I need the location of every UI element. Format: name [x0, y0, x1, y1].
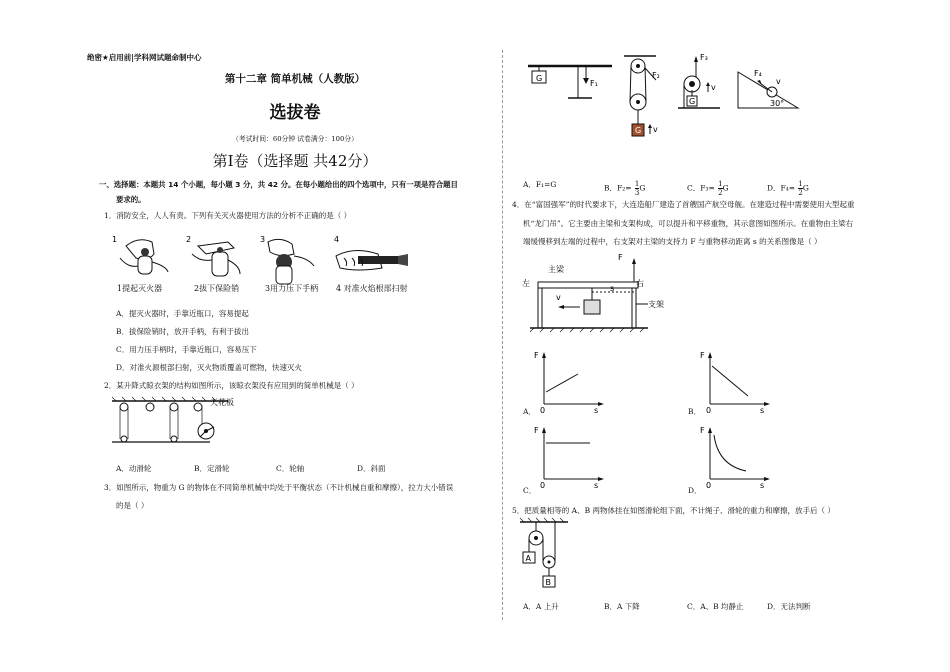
q2-option-d: D．斜面 — [357, 464, 386, 473]
step-number-1: 1 — [112, 235, 118, 244]
instructions-line1: 一、选择题：本题共 14 个小题，每小题 3 分，共 42 分。在每小题给出的四个选项中，只有一项是符合题目 — [99, 180, 458, 189]
q1-stem: 1．消防安全，人人有责。下列有关灭火器使用方法的分析不正确的是（ ） — [104, 211, 352, 220]
graph-c-origin-label: 0 — [540, 481, 546, 490]
pulley-v-label: v — [653, 125, 658, 134]
q2-figure — [110, 397, 240, 449]
q4-graph-c — [520, 425, 610, 493]
chapter-title: 第十二章 简单机械（人教版） — [224, 73, 366, 85]
q1-caption-3: 3用力压下手柄 — [265, 284, 319, 293]
q3-stem-line1: 3．如图所示，物重为 G 的物体在不同简单机械中均处于平衡状态（不计机械自重和摩擦），拉力大小错误 — [104, 483, 454, 492]
q3-option-d: D．F₄= $\frac{1}{2}$ G — [767, 180, 809, 197]
exam-info: （考试时间：60分钟 试卷满分：100分） — [232, 135, 358, 143]
q3-figure — [520, 52, 820, 142]
graph-a-origin-label: 0 — [540, 406, 546, 415]
graph-b-s-label: s — [760, 406, 765, 415]
block-b-label: B — [545, 578, 551, 587]
incline-f4-label: F₄ — [754, 69, 762, 78]
q4-option-c: C． — [523, 486, 537, 495]
incline-angle-label: 30° — [770, 99, 785, 108]
pulley-block-figure — [624, 56, 660, 136]
q1-option-a: A．提灭火器时，手靠近瓶口，容易提起 — [116, 309, 249, 318]
pulley-f2-label: F₂ — [652, 71, 660, 80]
graph-a-s-label: s — [594, 406, 599, 415]
step-number-3: 3 — [260, 235, 266, 244]
graph-c-f-label: F — [534, 426, 539, 435]
q3-option-a: A．F₁=G — [523, 180, 557, 189]
block-a-label: A — [525, 554, 531, 563]
left-label: 左 — [522, 279, 530, 288]
section-title: 第Ⅰ卷（选择题 共42分） — [212, 152, 378, 170]
instructions-line2: 要求的。 — [116, 195, 146, 204]
force-f-label: F — [618, 253, 623, 262]
graph-b-f-label: F — [700, 351, 705, 360]
pulley-g-label: G — [635, 126, 642, 135]
graph-b-origin-label: 0 — [706, 406, 712, 415]
graph-a-f-label: F — [534, 351, 539, 360]
graph-c-constant — [520, 425, 610, 493]
paper-title: 选拔卷 — [269, 103, 321, 123]
column-divider — [502, 50, 503, 620]
incline-v-label: v — [776, 77, 781, 86]
step4-drawing — [336, 250, 408, 270]
q4-stem-line3: 端缓慢移到左端的过程中，右支架对主梁的支持力 F 与重物移动距离 s 的关系图像是（ ） — [523, 237, 822, 246]
graph-d-origin-label: 0 — [706, 481, 712, 490]
confidential-note: 绝密★启用前|学科网试题命制中心 — [87, 53, 202, 62]
q4-option-d: D． — [688, 486, 702, 495]
q4-option-b: B． — [688, 407, 702, 416]
q5-option-a: A．A 上升 — [523, 602, 559, 611]
q1-caption-4: 4 对准火焰根部扫射 — [336, 284, 408, 293]
gantry-crane-diagram — [520, 252, 680, 332]
q4-crane-figure — [520, 252, 680, 332]
simple-machines-diagram — [520, 52, 820, 142]
clothes-rack-diagram — [110, 397, 240, 449]
step2-drawing — [192, 242, 240, 276]
step1-drawing — [120, 240, 168, 274]
step3-drawing — [268, 239, 314, 284]
pulley-f3-label: F₃ — [700, 53, 708, 62]
velocity-v-label: v — [556, 293, 561, 302]
pulley2-v-label: v — [711, 83, 716, 92]
q4-stem-line2: 机“龙门吊”。它主要由主梁和支架构成，可以提升和平移重物，其示意图如图所示。在重物由主梁右 — [523, 219, 854, 228]
step-number-2: 2 — [186, 235, 192, 244]
graph-d-f-label: F — [700, 426, 705, 435]
graph-d-inverse — [686, 425, 776, 493]
q2-option-c: C．轮轴 — [276, 464, 305, 473]
q1-option-d: D．对准火源根部扫射，灭火物质覆盖可燃物，快速灭火 — [116, 363, 303, 372]
q1-caption-1: 1提起灭火器 — [117, 284, 163, 293]
q5-option-d: D．无法判断 — [767, 602, 811, 611]
lever-figure — [528, 66, 612, 98]
incline-figure — [738, 69, 798, 108]
lever-f1-label: F₁ — [590, 79, 598, 88]
q1-caption-2: 2拔下保险销 — [194, 284, 240, 293]
q4-stem-line1: 4．在“富国强军”的时代要求下，大连造船厂建造了首艘国产航空母舰。在建造过程中需要使用大型起重 — [512, 200, 855, 209]
pulley2-g-label: G — [689, 97, 696, 106]
graph-d-s-label: s — [760, 481, 765, 490]
q2-option-b: B．定滑轮 — [194, 464, 230, 473]
support-label: 支架 — [648, 300, 664, 309]
lever-g-label: G — [536, 74, 543, 83]
graph-c-s-label: s — [594, 481, 599, 490]
q1-option-c: C．用力压手柄时，手靠近瓶口，容易压下 — [116, 345, 257, 354]
q4-graph-d — [686, 425, 776, 493]
right-label: 右 — [636, 279, 644, 288]
q3-stem-line2: 的是（ ） — [116, 501, 149, 510]
q4-option-a: A． — [523, 407, 536, 416]
distance-s-label: s — [610, 284, 615, 293]
q3-option-c: C．F₃= $\frac{1}{2}$ G — [687, 180, 729, 197]
q5-stem: 5．把质量相等的 A、B 两物体挂在如图滑轮组下面，不计绳子、滑轮的重力和摩擦，放手后（ ） — [512, 506, 835, 515]
q5-option-c: C．A、B 均静止 — [687, 602, 744, 611]
q3-option-b: B．F₂= $\frac{1}{3}$ G — [604, 180, 646, 197]
movable-pulley-figure — [678, 53, 720, 108]
pulley-ab-diagram — [518, 518, 578, 590]
q1-option-b: B．拔保险销时，放开手柄，有利于拔出 — [116, 327, 250, 336]
q2-stem: 2．某升降式晾衣架的结构如图所示，该晾衣架没有应用到的简单机械是（ ） — [104, 381, 359, 390]
q5-option-b: B．A 下降 — [604, 602, 640, 611]
q5-figure — [518, 518, 578, 590]
ceiling-label: 天花板 — [210, 398, 234, 407]
step-number-4: 4 — [334, 235, 340, 244]
q2-option-a: A．动滑轮 — [116, 464, 152, 473]
main-beam-label: 主梁 — [548, 265, 564, 274]
